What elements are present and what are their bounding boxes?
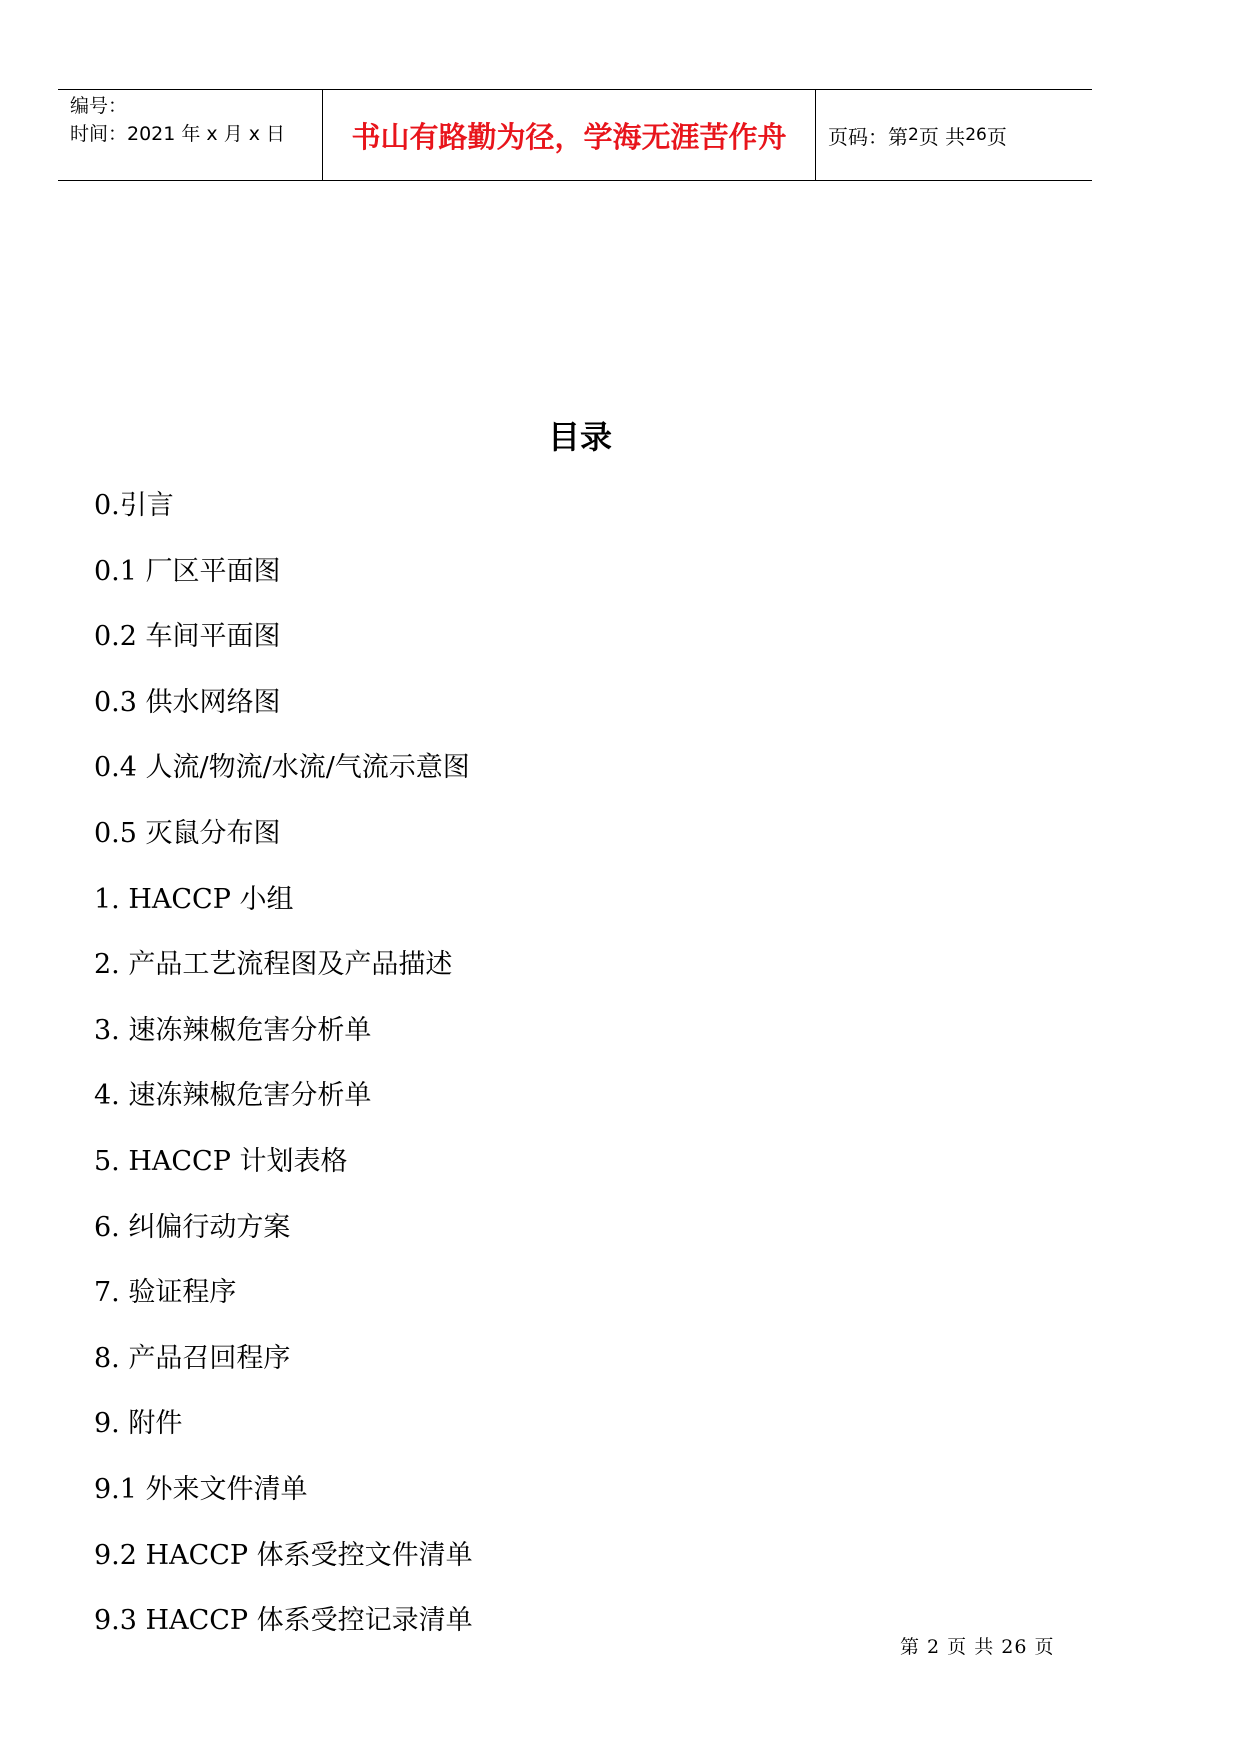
toc-item: 2. 产品工艺流程图及产品描述 bbox=[94, 949, 453, 981]
toc-item: 0.引言 bbox=[94, 490, 174, 521]
toc-item: 1. HACCP 小组 bbox=[94, 883, 294, 915]
page-footer: 第 2 页 共 26 页 bbox=[900, 1636, 1055, 1658]
document-time-label: 时间：2021 年 x 月 x 日 bbox=[70, 123, 286, 145]
toc-item: 0.4 人流/物流/水流/气流示意图 bbox=[94, 752, 470, 784]
toc-item: 0.1 厂区平面图 bbox=[94, 555, 281, 587]
toc-item: 0.2 车间平面图 bbox=[94, 621, 281, 653]
header-motto-cell bbox=[323, 90, 816, 180]
header-motto: 书山有路勤为径，学海无涯苦作舟 bbox=[351, 119, 787, 154]
toc-item: 8. 产品召回程序 bbox=[94, 1342, 291, 1374]
toc-item: 4. 速冻辣椒危害分析单 bbox=[94, 1080, 372, 1112]
header-page-cell bbox=[816, 90, 1092, 180]
toc-item: 9.2 HACCP 体系受控文件清单 bbox=[94, 1539, 473, 1571]
header-info-cell bbox=[58, 90, 323, 180]
toc-item: 0.5 灭鼠分布图 bbox=[94, 817, 281, 849]
table-of-contents bbox=[94, 486, 473, 1667]
page-suffix: 页 bbox=[986, 124, 1007, 149]
toc-item: 9. 附件 bbox=[94, 1408, 183, 1440]
page-total: 26 bbox=[965, 125, 987, 145]
document-number-label: 编号： bbox=[70, 95, 128, 117]
page-header bbox=[58, 89, 1092, 181]
page-middle: 页 共 bbox=[918, 124, 966, 149]
toc-item: 0.3 供水网络图 bbox=[94, 686, 281, 718]
toc-item: 7. 验证程序 bbox=[94, 1277, 237, 1309]
page-current: 2 bbox=[908, 125, 919, 145]
toc-item: 9.3 HACCP 体系受控记录清单 bbox=[94, 1605, 473, 1637]
toc-item: 6. 纠偏行动方案 bbox=[94, 1211, 291, 1243]
page-title: 目录 bbox=[547, 418, 612, 456]
toc-item: 5. HACCP 计划表格 bbox=[94, 1145, 348, 1177]
toc-item: 3. 速冻辣椒危害分析单 bbox=[94, 1014, 372, 1046]
page-prefix: 页码：第 bbox=[828, 124, 908, 149]
toc-item: 9.1 外来文件清单 bbox=[94, 1473, 308, 1505]
